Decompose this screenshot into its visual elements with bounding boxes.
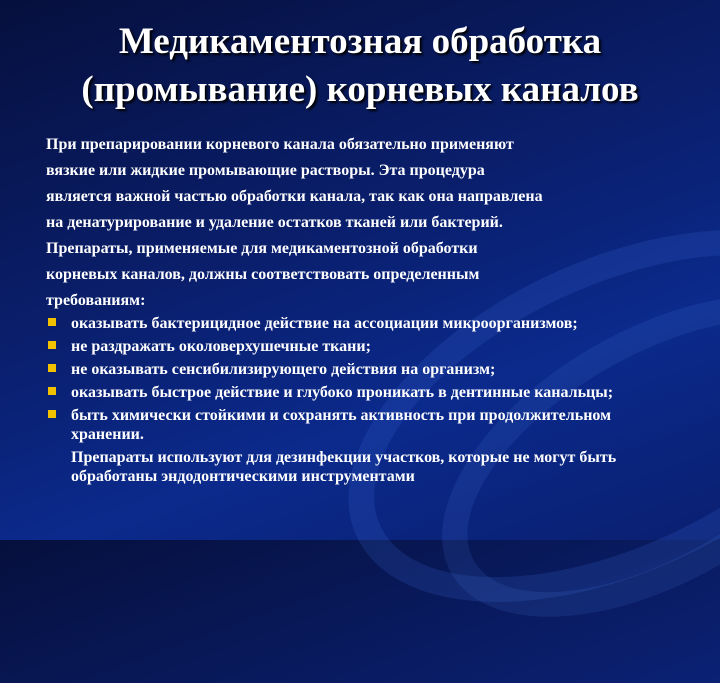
slide-body [46,132,686,486]
square-bullet-icon [48,387,56,395]
intro-line: на денатурирование и удаление остатков тканей или бактерий. [46,214,503,231]
requirement-text: не оказывать сенсибилизирующего действия на организм; [71,361,496,378]
requirement-item [46,337,686,356]
title-line-2: (промывание) корневых каналов [81,69,639,110]
intro-line: требованиям: [46,292,146,309]
square-bullet-icon [48,341,56,349]
intro-line: корневых каналов, должны соответствовать определенным [46,266,480,283]
requirement-text: быть химически стойкими и сохранять активность при продолжительном хранении. [71,407,612,443]
intro-line: вязкие или жидкие промывающие растворы. Эта процедура [46,162,485,179]
intro-line: Препараты, применяемые для медикаментозной обработки [46,240,478,257]
closing-paragraph: Препараты используют для дезинфекции участков, которые не могут быть обработаны эндодонтическими инструментами [71,449,617,485]
square-bullet-icon [48,318,56,326]
requirement-text: оказывать бактерицидное действие на ассоциации микроорганизмов; [71,315,578,332]
intro-line: является важной частью обработки канала, так как она направлена [46,188,543,205]
requirement-text: не раздражать околоверхушечные ткани; [71,338,371,355]
requirement-item [46,314,686,333]
requirement-item [46,360,686,379]
requirement-item [46,406,686,444]
square-bullet-icon [48,364,56,372]
title-line-1: Медикаментозная обработка [118,21,602,62]
requirement-item [46,383,686,402]
intro-line: При препарировании корневого канала обязательно применяют [46,136,514,153]
slide-title [20,18,700,114]
square-bullet-icon [48,410,56,418]
requirement-text: оказывать быстрое действие и глубоко проникать в дентинные канальцы; [71,384,614,401]
